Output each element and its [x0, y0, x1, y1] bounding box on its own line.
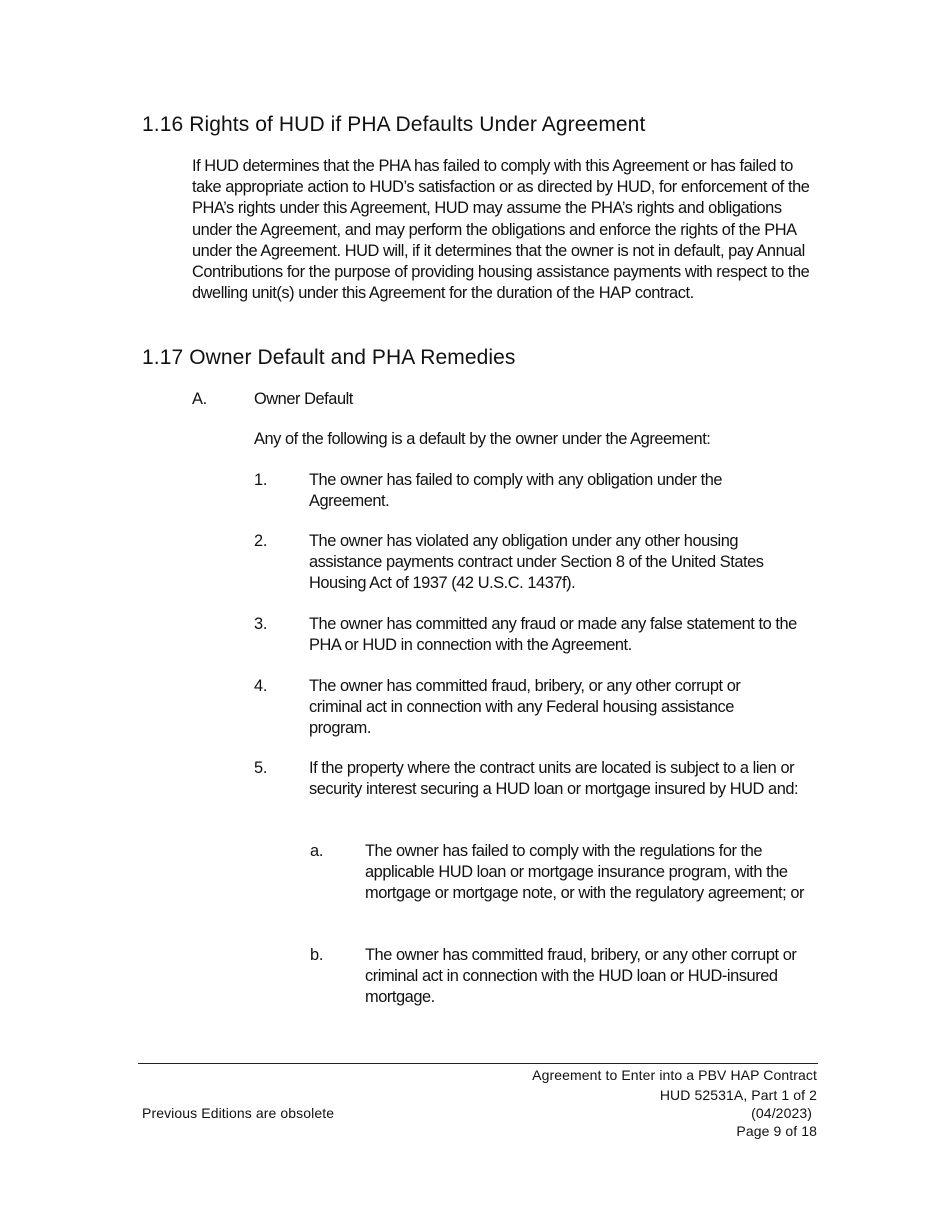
- sub-list-item-b: [310, 945, 815, 1011]
- list-item-2: [254, 531, 814, 597]
- list-item-marker: 4.: [254, 677, 268, 695]
- list-item-5: [254, 758, 814, 824]
- subsection-a-title: Owner Default: [254, 390, 353, 408]
- list-item-marker: 3.: [254, 615, 268, 633]
- list-item-3: [254, 614, 814, 658]
- list-item-text: If the property where the contract units are located is subject to a lien or security interest securing a HUD loan or mortgage insured by HUD and:: [309, 759, 799, 799]
- section-116-body: If HUD determines that the PHA has failed to comply with this Agreement or has failed to take appropriate action to HUD’s satisfaction or as directed by HUD, for enforcement of the PHA’s rights under this Agreement, HUD may assume the PHA’s rights and obligations under the Agreement, and may perform the obligations and enforce the rights of the PHA under the Agreement. HUD will, if it determines that the owner is not in default, pay Annual Contributions for the purpose of providing housing assistance payments with respect to the dwelling unit(s) under this Agreement for the duration of the HAP contract.: [192, 157, 810, 303]
- subsection-a-marker: A.: [192, 390, 207, 408]
- sub-list-item-marker: a.: [310, 842, 324, 860]
- sub-list-item-marker: b.: [310, 946, 324, 964]
- sub-list-item-text: The owner has committed fraud, bribery, or any other corrupt or criminal act in connection with the HUD loan or HUD-insured mortgage.: [365, 946, 797, 1007]
- list-item-text: The owner has committed fraud, bribery, or any other corrupt or criminal act in connection with any Federal housing assistance program.: [309, 677, 741, 738]
- list-item-text: The owner has violated any obligation under any other housing assistance payments contract under Section 8 of the United States Housing Act of 1937 (42 U.S.C. 1437f).: [309, 532, 764, 593]
- subsection-a: [192, 389, 812, 411]
- footer-form-number: HUD 52531A, Part 1 of 2: [659, 1087, 817, 1103]
- list-item-marker: 2.: [254, 532, 268, 550]
- footer-form-title: Agreement to Enter into a PBV HAP Contract: [532, 1067, 817, 1083]
- section-116-heading: 1.16 Rights of HUD if PHA Defaults Under Agreement: [142, 113, 646, 136]
- subsection-a-intro: Any of the following is a default by the owner under the Agreement:: [254, 430, 711, 448]
- footer-page-number: Page 9 of 18: [736, 1123, 817, 1139]
- sub-list-item-text: The owner has failed to comply with the regulations for the applicable HUD loan or mortgage insurance program, with the mortgage or mortgage note, or with the regulatory agreement; or: [365, 842, 805, 903]
- section-117-heading: 1.17 Owner Default and PHA Remedies: [142, 346, 516, 369]
- list-item-text: The owner has committed any fraud or made any false statement to the PHA or HUD in connection with the Agreement.: [309, 615, 797, 655]
- footer-divider: [138, 1063, 818, 1064]
- list-item-4: [254, 676, 814, 742]
- list-item-marker: 1.: [254, 471, 268, 489]
- sub-list-item-a: [310, 841, 815, 929]
- list-item-text: The owner has failed to comply with any obligation under the Agreement.: [309, 471, 723, 511]
- list-item-marker: 5.: [254, 759, 268, 777]
- footer-obsolete-note: Previous Editions are obsolete: [142, 1105, 335, 1121]
- footer-edition-date: (04/2023): [751, 1105, 812, 1121]
- list-item-1: [254, 470, 814, 514]
